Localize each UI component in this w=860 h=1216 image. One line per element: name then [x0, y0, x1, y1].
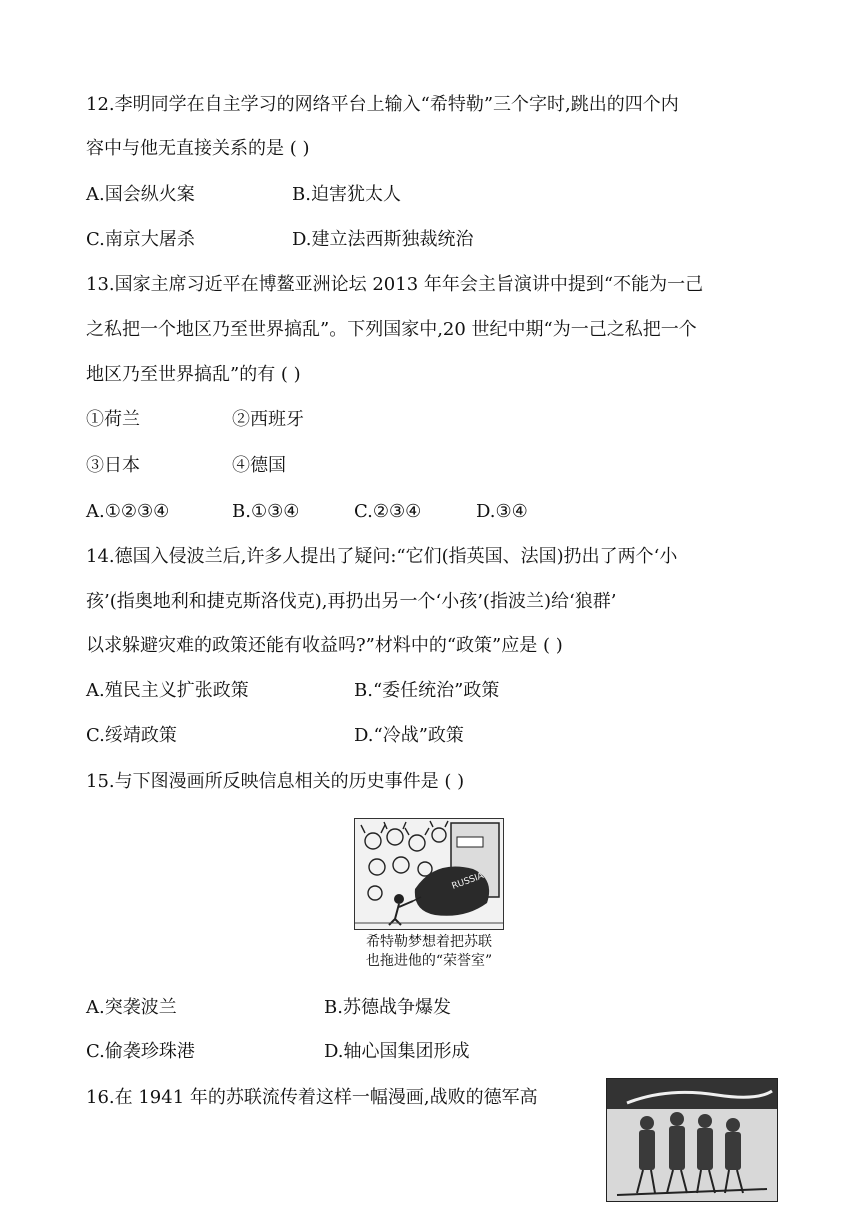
- cartoon-russia-label: RUSSIA: [450, 871, 486, 892]
- q15-option-a: A.突袭波兰: [86, 997, 177, 1018]
- q13-option-d: D.③④: [476, 501, 528, 522]
- q15-option-d: D.轴心国集团形成: [324, 1041, 470, 1062]
- q14-stem-line-3: 以求躲避灾难的政策还能有收益吗?”材料中的“政策”应是 ( ): [86, 635, 563, 656]
- q13-stem-line-2: 之私把一个地区乃至世界搞乱”。下列国家中,20 世纪中期“为一己之私把一个: [86, 319, 697, 340]
- q13-item-2: ②西班牙: [232, 409, 304, 430]
- q15-option-c: C.偷袭珍珠港: [86, 1041, 195, 1062]
- q13-item-1: ①荷兰: [86, 409, 140, 430]
- cartoon-caption-line-1: 希特勒梦想着把苏联: [366, 934, 492, 950]
- q14-stem-line-1: 14.德国入侵波兰后,许多人提出了疑问:“它们(指英国、法国)扔出了两个‘小: [86, 546, 678, 567]
- q13-item-3: ③日本: [86, 455, 140, 476]
- q12-stem-line-1: 12.李明同学在自主学习的网络平台上输入“希特勒”三个字时,跳出的四个内: [86, 94, 679, 115]
- q14-option-d: D.“冷战”政策: [354, 725, 464, 746]
- q13-item-4: ④德国: [232, 455, 286, 476]
- q12-stem-line-2: 容中与他无直接关系的是 ( ): [86, 138, 310, 159]
- q14-option-a: A.殖民主义扩张政策: [86, 680, 249, 701]
- q14-stem-line-2: 孩’(指奥地利和捷克斯洛伐克),再扔出另一个‘小孩’(指波兰)给‘狼群’: [86, 591, 617, 612]
- q12-option-a: A.国会纵火案: [86, 184, 195, 205]
- q12-option-c: C.南京大屠杀: [86, 229, 195, 250]
- defeated-german-officers-cartoon-image: [606, 1078, 778, 1202]
- q13-stem-line-3: 地区乃至世界搞乱”的有 ( ): [86, 364, 301, 385]
- q12-option-d: D.建立法西斯独裁统治: [292, 229, 474, 250]
- q12-option-b: B.迫害犹太人: [292, 184, 401, 205]
- q13-option-c: C.②③④: [354, 501, 422, 522]
- q14-option-b: B.“委任统治”政策: [354, 680, 500, 701]
- cartoon-caption-line-2: 也拖进他的“荣誉室”: [365, 953, 493, 969]
- q13-option-b: B.①③④: [232, 501, 300, 522]
- hitler-cartoon-image: [354, 818, 504, 930]
- q14-option-c: C.绥靖政策: [86, 725, 177, 746]
- photo-drawing: [607, 1079, 777, 1201]
- q16-stem-line-1: 16.在 1941 年的苏联流传着这样一幅漫画,战败的德军高: [86, 1087, 538, 1108]
- q13-stem-line-1: 13.国家主席习近平在博鳌亚洲论坛 2013 年年会主旨演讲中提到“不能为一己: [86, 274, 704, 295]
- q15-option-b: B.苏德战争爆发: [324, 997, 451, 1018]
- q15-stem-line-1: 15.与下图漫画所反映信息相关的历史事件是 ( ): [86, 771, 465, 792]
- cartoon-drawing: [355, 819, 503, 929]
- q13-option-a: A.①②③④: [86, 501, 170, 522]
